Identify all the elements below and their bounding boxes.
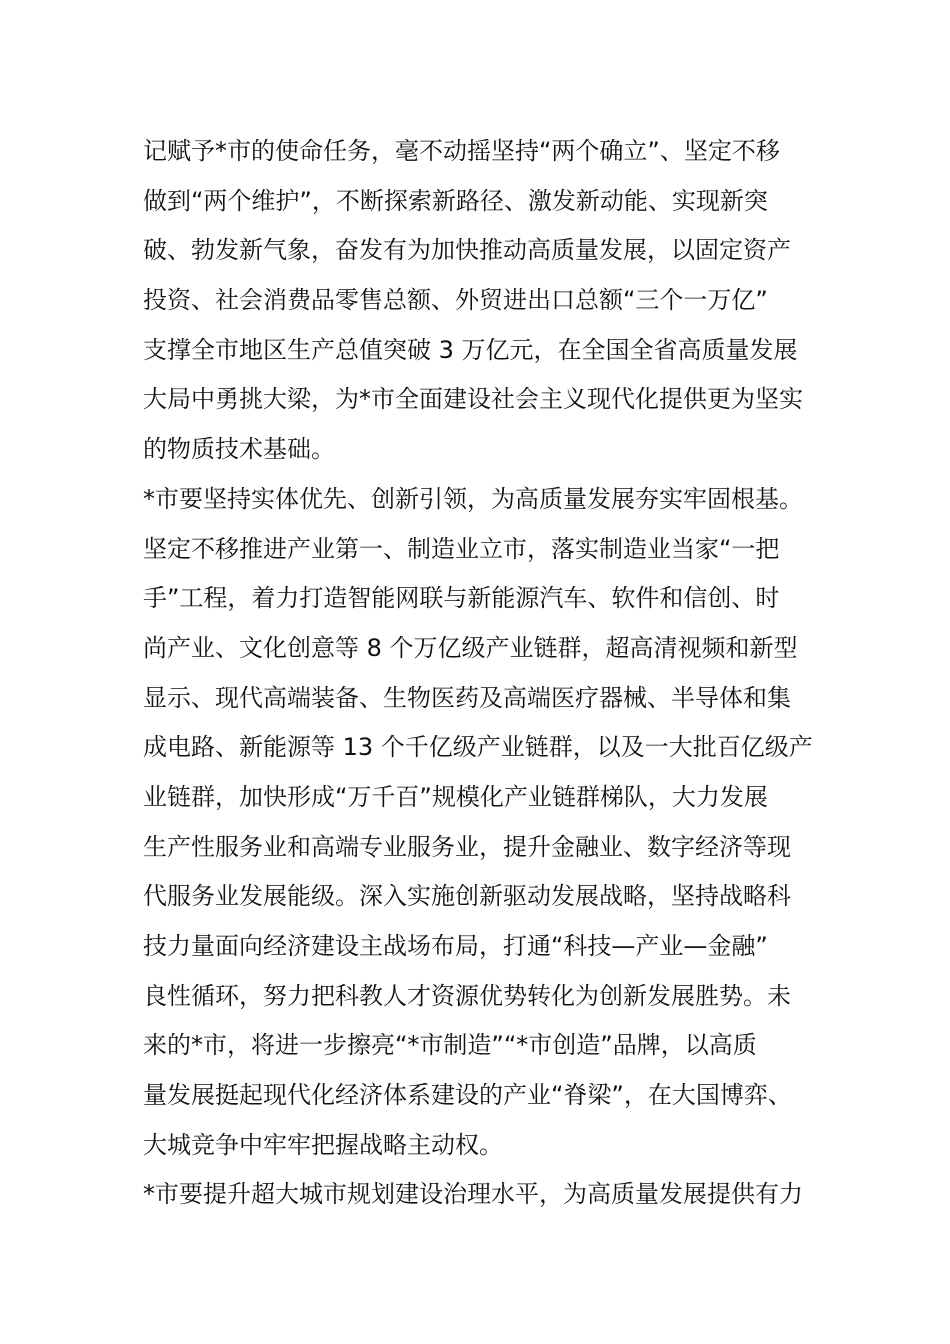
text-line: 记赋予*市的使命任务，毫不动摇坚持“两个确立”、坚定不移 xyxy=(143,137,780,165)
text-line: 技力量面向经济建设主战场布局，打通“科技—产业—金融” xyxy=(143,932,768,960)
text-line: 坚定不移推进产业第一、制造业立市，落实制造业当家“一把 xyxy=(143,534,780,563)
text-line: *市要提升超大城市规划建设治理水平，为高质量发展提供有力 xyxy=(143,1180,803,1209)
text-line: 支撑全市地区生产总值突破 3 万亿元，在全国全省高质量发展 xyxy=(143,335,798,364)
text-line: 尚产业、文化创意等 8 个万亿级产业链群，超高清视频和新型 xyxy=(143,633,798,662)
text-line: 大局中勇挑大梁，为*市全面建设社会主义现代化提供更为坚实 xyxy=(143,385,803,414)
text-line: 来的*市，将进一步擦亮“*市制造”“*市创造”品牌，以高质 xyxy=(143,1031,757,1060)
text-line: 投资、社会消费品零售总额、外贸进出口总额“三个一万亿” xyxy=(143,286,768,315)
text-line: 量发展挺起现代化经济体系建设的产业“脊梁”，在大国博弈、 xyxy=(143,1081,792,1110)
text-line: 的物质技术基础。 xyxy=(143,435,335,464)
text-line: 做到“两个维护”，不断探索新路径、激发新动能、实现新突 xyxy=(143,186,768,215)
text-line: 业链群，加快形成“万千百”规模化产业链群梯队，大力发展 xyxy=(143,782,768,811)
text-line: 成电路、新能源等 13 个千亿级产业链群，以及一大批百亿级产 xyxy=(143,733,813,762)
text-line: 代服务业发展能级。深入实施创新驱动发展战略，坚持战略科 xyxy=(143,882,791,911)
text-line: 大城竞争中牢牢把握战略主动权。 xyxy=(143,1130,503,1159)
document-body-text xyxy=(143,127,833,1220)
text-line: 良性循环，努力把科教人才资源优势转化为创新发展胜势。未 xyxy=(143,981,791,1010)
text-line: *市要坚持实体优先、创新引领，为高质量发展夯实牢固根基。 xyxy=(143,484,803,513)
text-line: 显示、现代高端装备、生物医药及高端医疗器械、半导体和集 xyxy=(143,683,791,712)
text-line: 破、勃发新气象，奋发有为加快推动高质量发展，以固定资产 xyxy=(143,236,791,265)
text-line: 生产性服务业和高端专业服务业，提升金融业、数字经济等现 xyxy=(143,832,791,861)
text-line: 手”工程，着力打造智能网联与新能源汽车、软件和信创、时 xyxy=(143,584,780,613)
